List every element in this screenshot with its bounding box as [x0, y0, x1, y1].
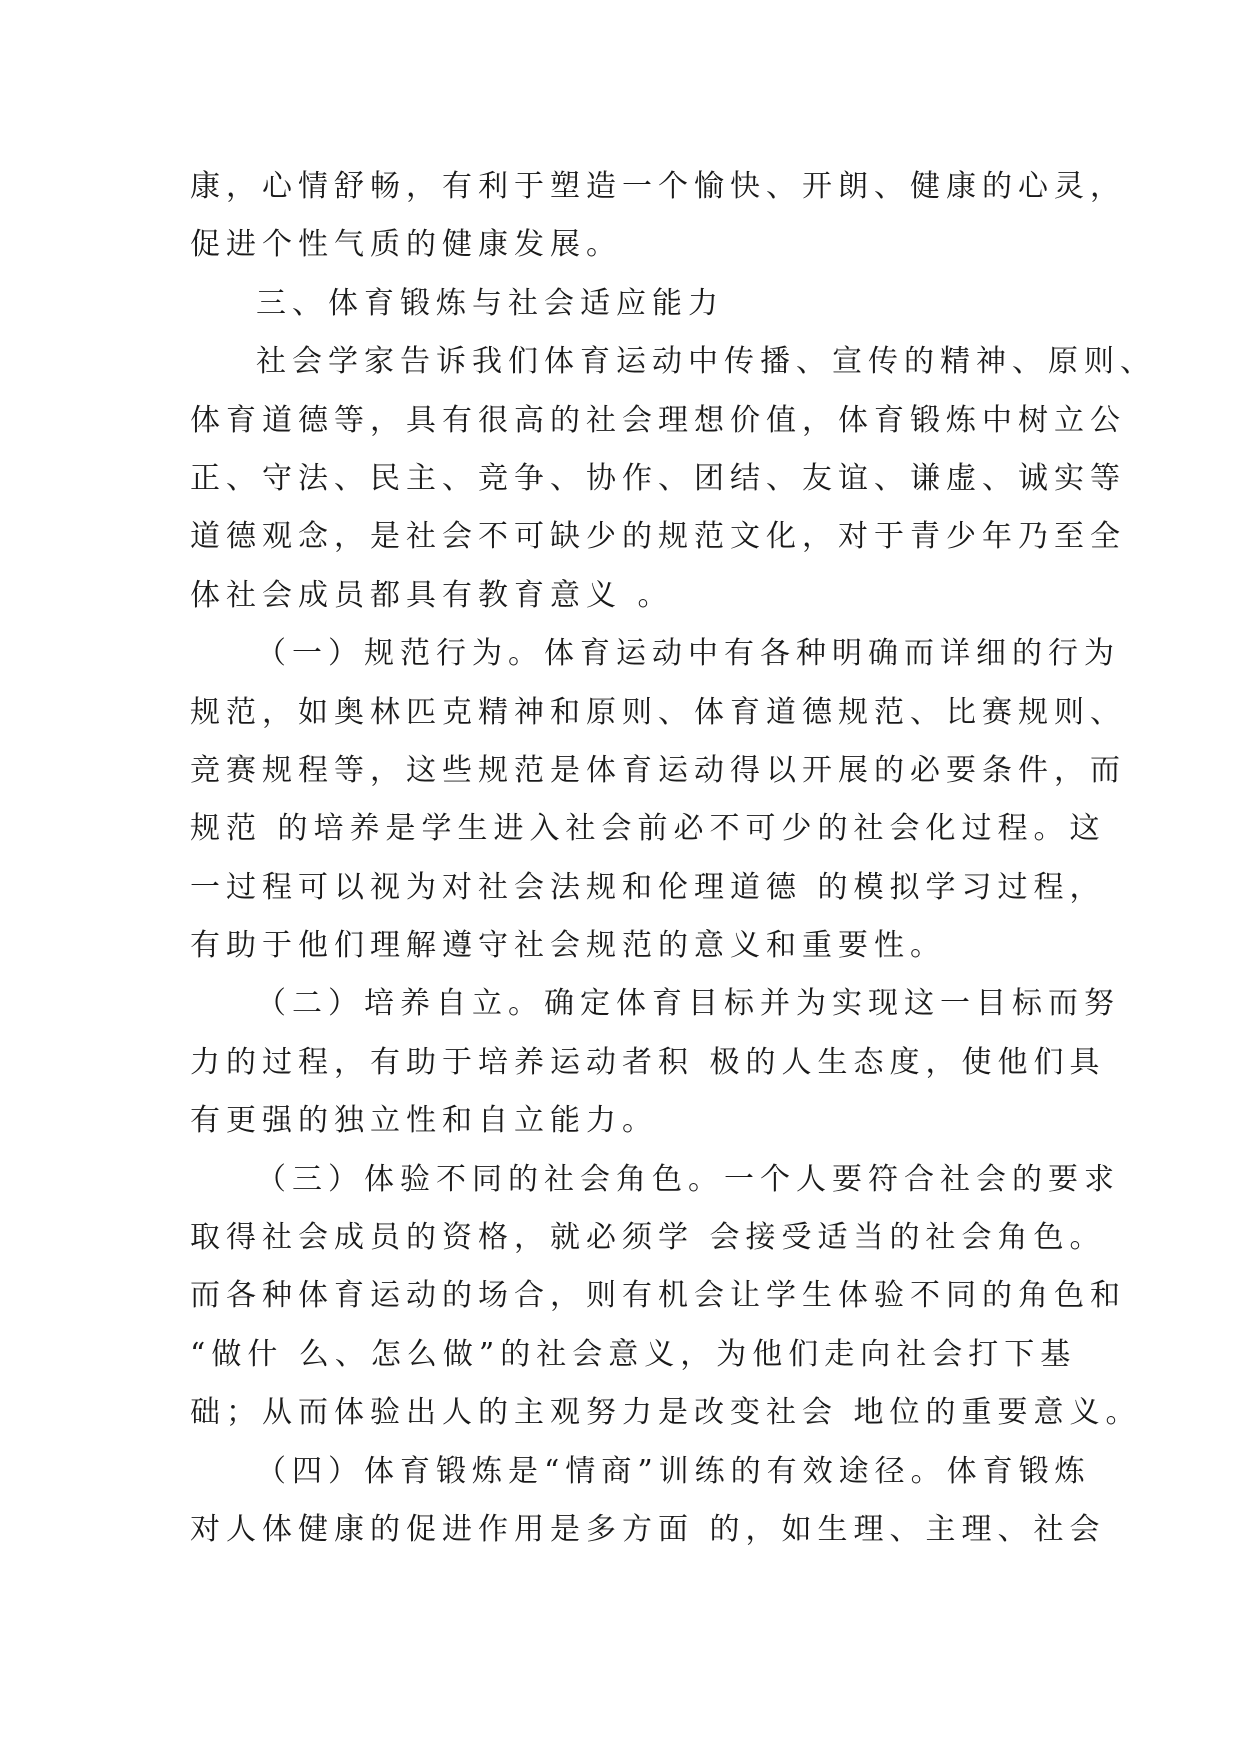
text-line: 取得社会成员的资格，就必须学 会接受适当的社会角色。 [190, 1220, 1106, 1256]
text-line: 正、守法、民主、竞争、协作、团结、友谊、谦虚、诚实等 [190, 460, 1126, 496]
text-line: 力的过程，有助于培养运动者积 极的人生态度，使他们具 [190, 1044, 1106, 1080]
text-line: 体社会成员都具有教育意义 。 [190, 577, 674, 613]
text-line: 规范 的培养是学生进入社会前必不可少的社会化过程。这 [190, 811, 1106, 847]
text-line: 体育道德等，具有很高的社会理想价值，体育锻炼中树立公 [190, 402, 1126, 438]
text-line: 社会学家告诉我们体育运动中传播、宣传的精神、原则、 [256, 344, 1156, 380]
text-line: 道德观念，是社会不可缺少的规范文化，对于青少年乃至全 [190, 519, 1126, 555]
text-line: 三、体育锻炼与社会适应能力 [256, 285, 724, 321]
text-line: 竞赛规程等，这些规范是体育运动得以开展的必要条件，而 [190, 752, 1126, 788]
text-line: 对人体健康的促进作用是多方面 的，如生理、主理、社会 [190, 1511, 1106, 1547]
text-line: 规范，如奥林匹克精神和原则、体育道德规范、比赛规则、 [190, 694, 1126, 730]
text-line: 促进个性气质的健康发展。 [190, 227, 622, 263]
text-line: 一过程可以视为对社会法规和伦理道德 的模拟学习过程， [190, 869, 1106, 905]
text-line: （四）体育锻炼是“情商”训练的有效途径。体育锻炼 [256, 1453, 1091, 1489]
text-line: 康，心情舒畅，有利于塑造一个愉快、开朗、健康的心灵， [190, 169, 1126, 204]
document-body [190, 158, 1156, 1559]
text-line: 有更强的独立性和自立能力。 [190, 1103, 658, 1139]
text-line: （三）体验不同的社会角色。一个人要符合社会的要求 [256, 1161, 1120, 1197]
text-line: 础；从而体验出人的主观努力是改变社会 地位的重要意义。 [190, 1395, 1142, 1431]
text-line: （二）培养自立。确定体育目标并为实现这一目标而努 [256, 986, 1120, 1022]
text-line: 有助于他们理解遵守社会规范的意义和重要性。 [190, 928, 946, 964]
text-line: “做什 么、怎么做”的社会意义，为他们走向社会打下基 [190, 1336, 1077, 1372]
text-line: 而各种体育运动的场合，则有机会让学生体验不同的角色和 [190, 1278, 1126, 1314]
text-line: （一）规范行为。体育运动中有各种明确而详细的行为 [256, 636, 1120, 672]
